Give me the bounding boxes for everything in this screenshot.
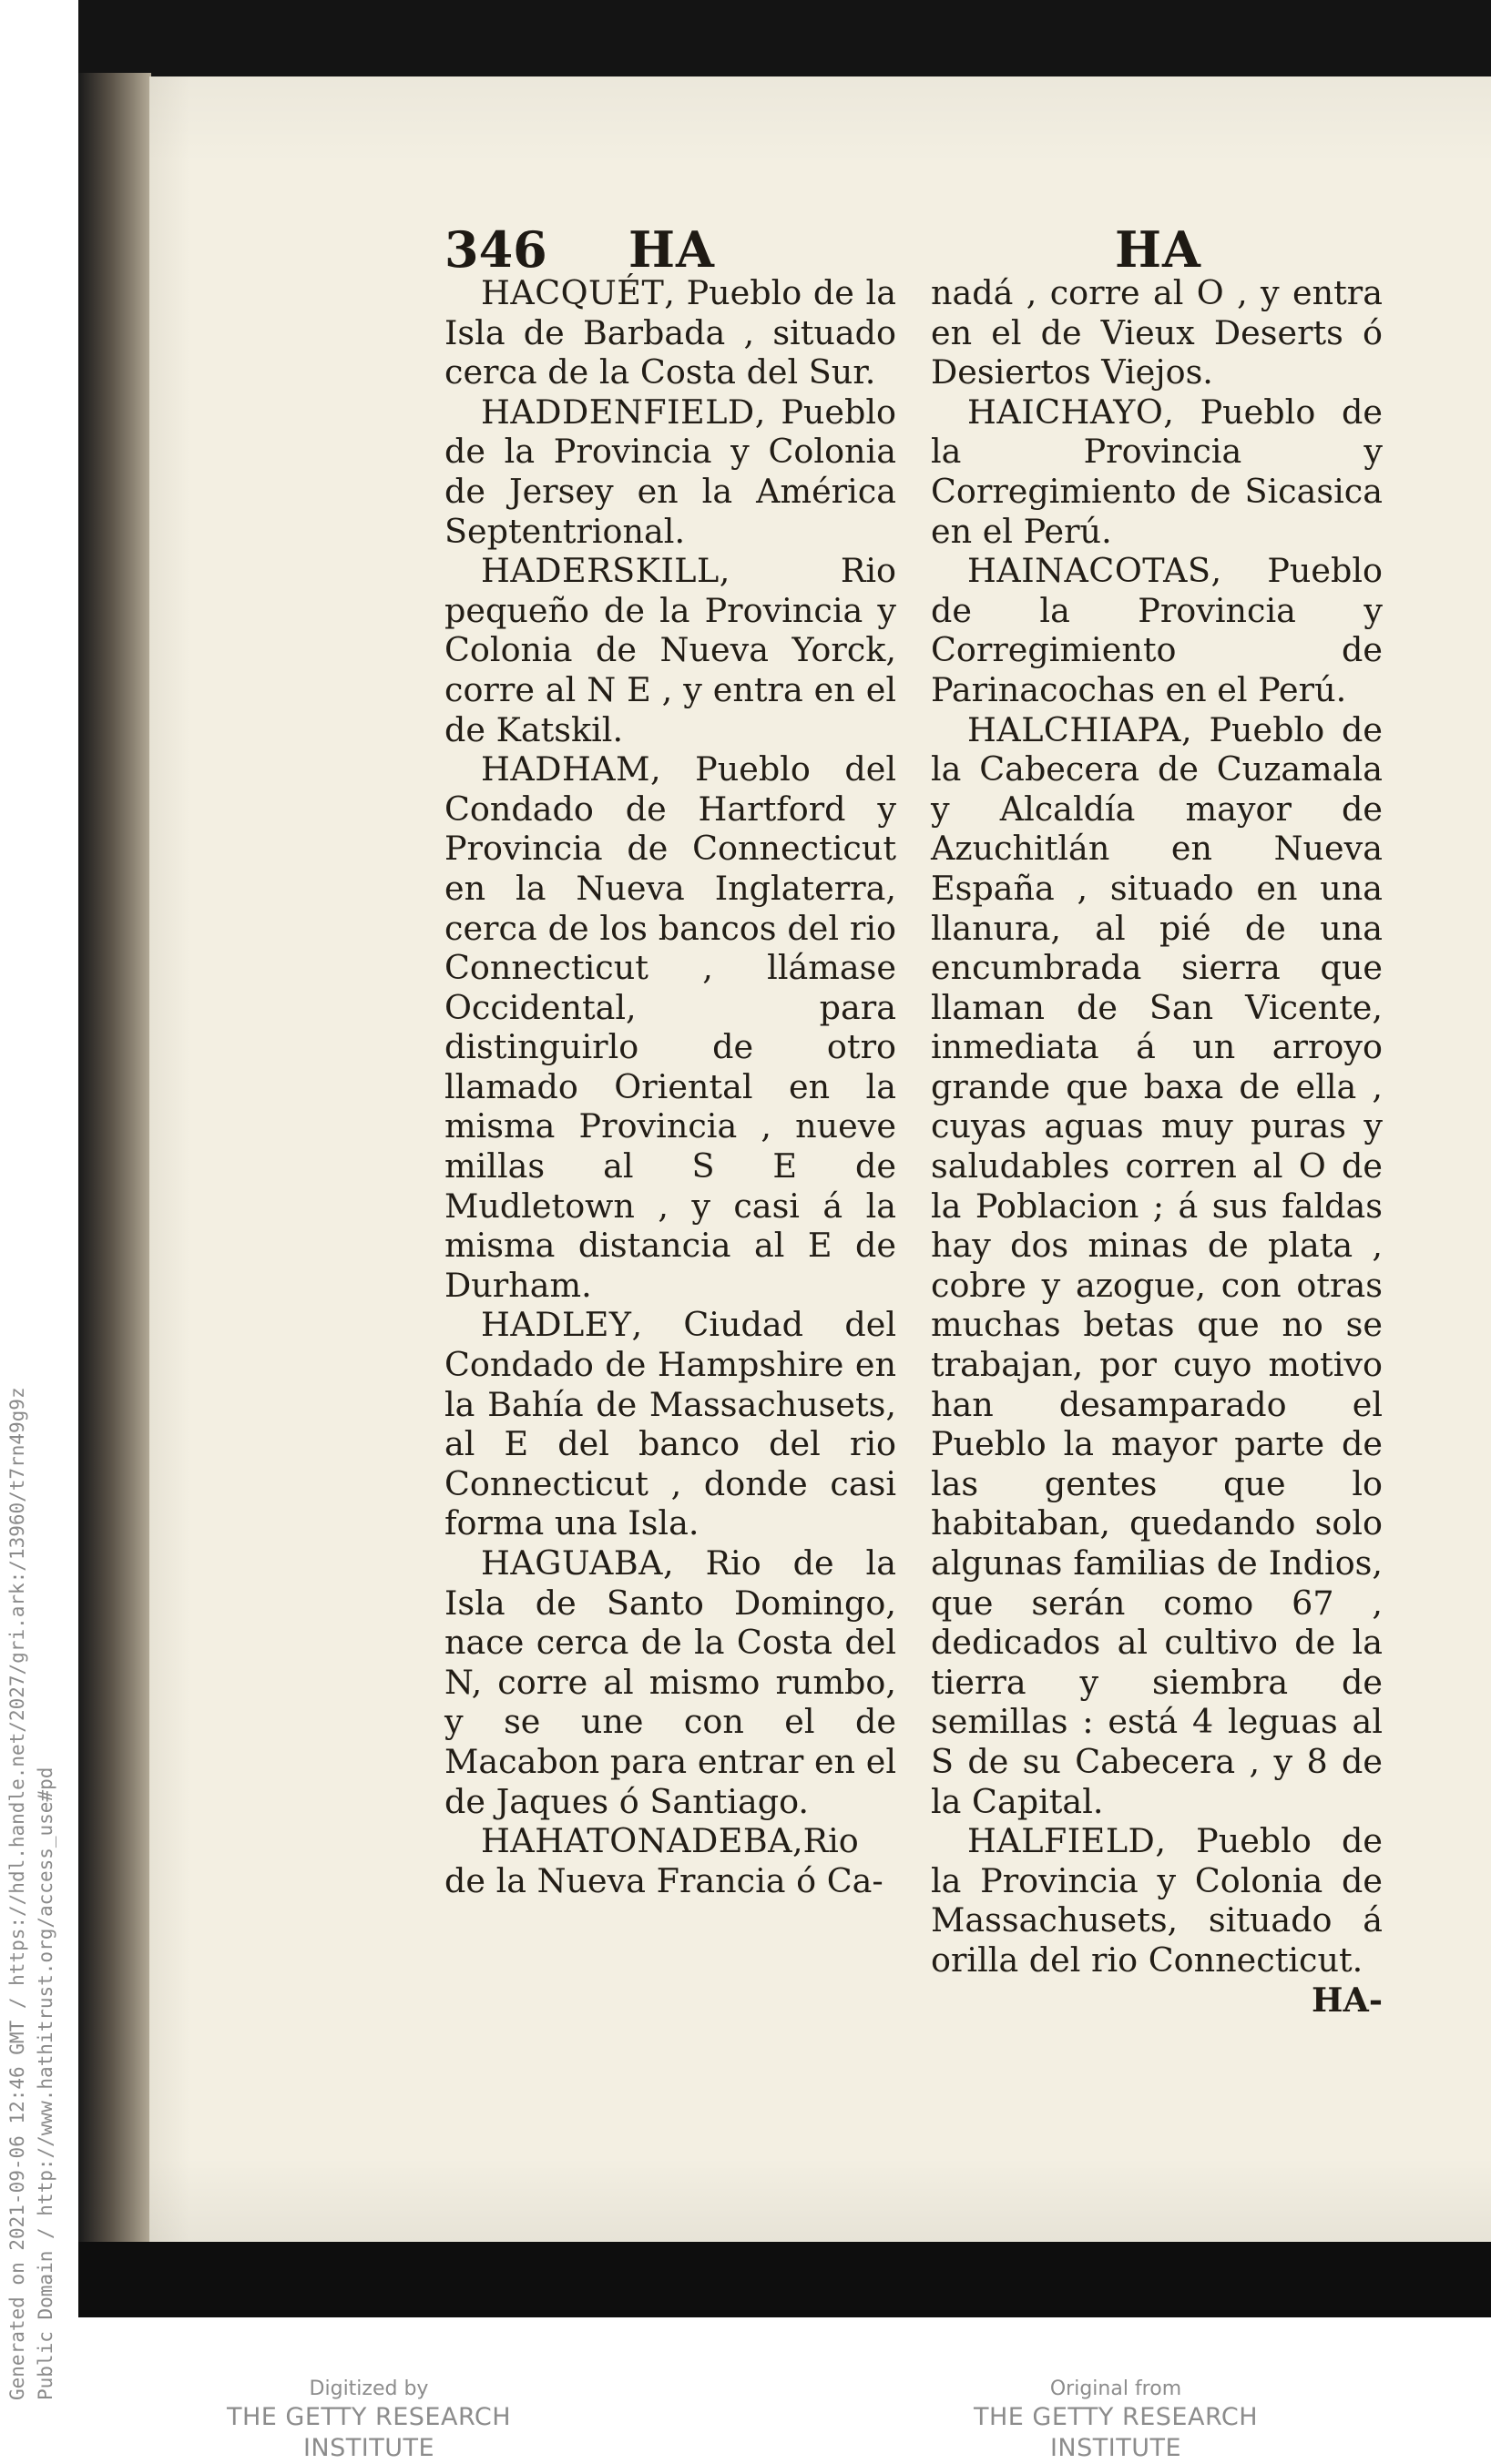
dictionary-entry — [444, 551, 896, 749]
dictionary-entry — [931, 551, 1383, 709]
hathitrust-watermark — [4, 1387, 60, 2400]
entry-headword: HADDENFIELD — [481, 392, 755, 432]
entry-text: , Rio de la Isla de Santo Domingo, nace cerca de la Costa del N, corre al mismo rumbo, y se une con el de Macabon para entrar en el de Jaques ó Santiago. — [444, 1543, 896, 1821]
footer-digitized-by — [164, 2377, 574, 2464]
entry-text: , Pueblo de la Provincia y Corregimiento de Parinacochas en el Perú. — [931, 551, 1383, 709]
scan-bottom-border — [78, 2242, 1491, 2317]
watermark-line-generated: Generated on 2021-09-06 12:46 GMT / https://hdl.handle.net/2027/gri.ark:/13960/t7rn49g9z — [6, 1387, 28, 2400]
dictionary-entry — [444, 1305, 896, 1543]
footer-digitized-institution: THE GETTY RESEARCH INSTITUTE — [226, 2403, 512, 2462]
dictionary-entry — [444, 1821, 896, 1900]
dictionary-entry — [931, 392, 1383, 551]
catchword: HA- — [1312, 1980, 1383, 2020]
dictionary-entry — [444, 273, 896, 392]
entry-text: , Pueblo del Condado de Hartford y Provincia de Connecticut en la Nueva Inglaterra, cerca de los bancos del rio Connecticut , llámase Occidental, para distinguirlo de otro llamado Oriental en la misma Provincia , nueve millas al S E de Mudletown , y casi á la misma distancia al E de Durham. — [444, 749, 896, 1305]
entry-text: ,Rio de la Nueva Francia ó Ca- — [444, 1821, 883, 1900]
dictionary-entry — [444, 749, 896, 1305]
entry-text: , Rio pequeño de la Provincia y Colonia de Nueva Yorck, corre al N E , y entra en el de Katskil. — [444, 551, 896, 749]
dictionary-entry — [931, 710, 1383, 1822]
footer-digitized-label: Digitized by — [309, 2377, 429, 2400]
entry-text: , Ciudad del Condado de Hampshire en la Bahía de Massachusets, al E del banco del rio Connecticut , donde casi forma una Isla. — [444, 1305, 896, 1543]
dictionary-entry — [931, 273, 1383, 392]
entry-headword: HADERSKILL — [481, 551, 720, 591]
entry-text: , Pueblo de la Provincia y Corregimiento de Sicasica en el Perú. — [931, 392, 1383, 551]
entry-headword: HAGUABA — [481, 1543, 664, 1583]
entry-text: , Pueblo de la Isla de Barbada , situado cerca de la Costa del Sur. — [444, 273, 896, 392]
page-number: 346 — [444, 220, 547, 279]
running-head-right: HA — [1115, 220, 1201, 279]
entry-headword: HALFIELD — [967, 1821, 1156, 1861]
footer-original-from — [911, 2377, 1321, 2464]
running-head-left: HA — [628, 220, 715, 279]
entry-headword: HACQUÉT — [481, 273, 665, 312]
entry-headword: HADLEY — [481, 1305, 632, 1345]
right-text-column — [931, 273, 1383, 2020]
entry-text: , Pueblo de la Provincia y Colonia de Jersey en la América Septentrional. — [444, 392, 896, 551]
entry-text: , Pueblo de la Provincia y Colonia de Massachusets, situado á orilla del rio Connecticut. — [931, 1821, 1383, 1980]
footer-original-label: Original from — [1049, 2377, 1182, 2400]
entry-headword: HADHAM — [481, 749, 651, 789]
entry-headword: HAINACOTAS — [967, 551, 1211, 591]
footer-original-institution: THE GETTY RESEARCH INSTITUTE — [973, 2403, 1259, 2462]
entry-headword: HAHATONADEBA — [481, 1821, 793, 1861]
entry-headword: HAICHAYO — [967, 392, 1164, 432]
entry-headword: HALCHIAPA — [967, 709, 1182, 749]
book-page-edges — [78, 73, 151, 2249]
dictionary-entry — [444, 392, 896, 551]
entry-text: , Pueblo de la Cabecera de Cuzamala y Alcaldía mayor de Azuchitlán en Nueva España , situado en una llanura, al pié de una encumbrada sierra que llaman de San Vicente, inmediata á un arroyo grande que baxa de ella , cuyas aguas muy puras y saludables corren al O de la Poblacion ; á sus faldas hay dos minas de plata , cobre y azogue, con otras muchas betas que no se trabajan, por cuyo motivo han desamparado el Pueblo la mayor parte de las gentes que lo habitaban, quedando solo algunas familias de Indios, que serán como 67 , dedicados al cultivo de la tierra y siembra de semillas : está 4 leguas al S de su Cabecera , y 8 de la Capital. — [931, 709, 1383, 1821]
left-text-column — [444, 273, 896, 1900]
entry-text: nadá , corre al O , y entra en el de Vieux Deserts ó Desiertos Viejos. — [931, 273, 1383, 392]
dictionary-entry — [444, 1543, 896, 1821]
watermark-line-rights: Public Domain / http://www.hathitrust.org/access_use#pd — [35, 1767, 56, 2400]
dictionary-entry — [931, 1821, 1383, 1980]
